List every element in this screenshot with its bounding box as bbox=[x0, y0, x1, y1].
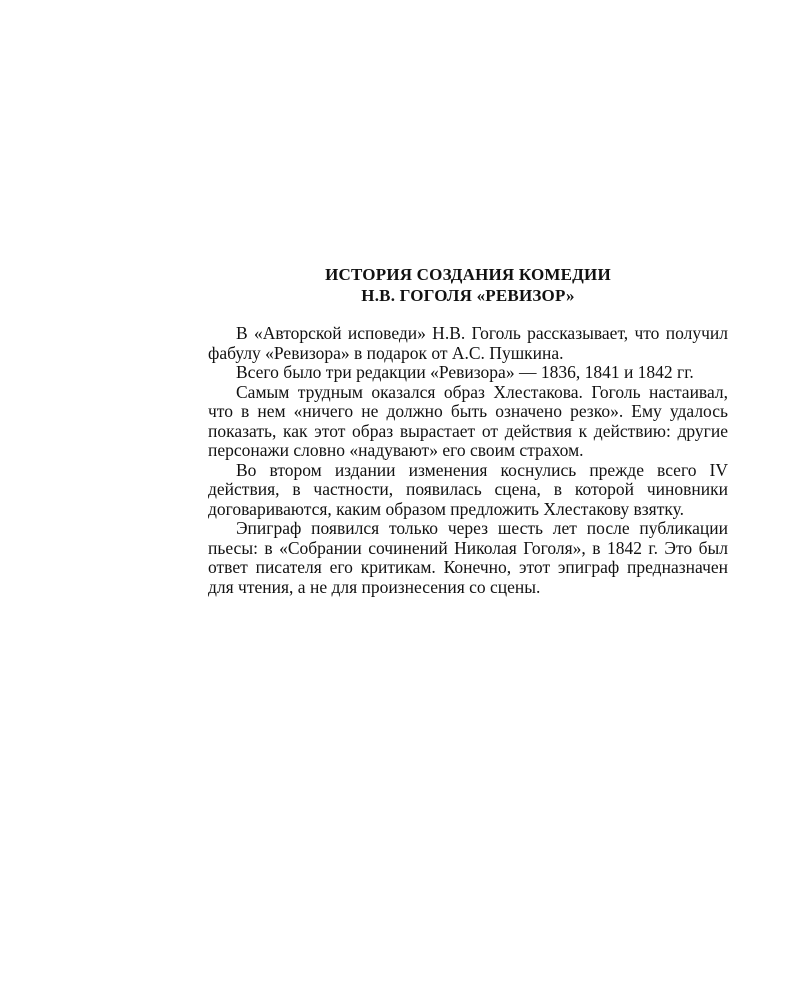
page-title-line-1: ИСТОРИЯ СОЗДАНИЯ КОМЕДИИ bbox=[325, 265, 611, 284]
paragraph-3: Самым трудным оказался образ Хлестакова. Гоголь настаивал, что в нем «ничего не должно быть означено резко». Ему удалось показать, как этот образ вырастает от действия к действию: другие персонажи словно «надувают» его своим страхом. bbox=[208, 381, 728, 460]
page-title bbox=[208, 264, 728, 306]
page-content bbox=[208, 264, 728, 597]
paragraph-5: Эпиграф появился только через шесть лет после публикации пьесы: в «Собрании сочинений Николая Гоголя», в 1842 г. Это был ответ писателя его критикам. Конечно, этот эпиграф предназначен для чтения, а не для произнесения со сцены. bbox=[208, 518, 728, 597]
paragraph-4: Во втором издании изменения коснулись прежде всего IV действия, в частности, появилась сцена, в которой чиновники договариваются, каким образом предложить Хлестакову взятку. bbox=[208, 459, 728, 519]
paragraph-1: В «Авторской исповеди» Н.В. Гоголь рассказывает, что получил фабулу «Ревизора» в подарок от А.С. Пушкина. bbox=[208, 323, 728, 363]
page-title-line-2: Н.В. ГОГОЛЯ «РЕВИЗОР» bbox=[361, 286, 575, 305]
paragraph-2: Всего было три редакции «Ревизора» — 1836, 1841 и 1842 гг. bbox=[236, 362, 694, 382]
